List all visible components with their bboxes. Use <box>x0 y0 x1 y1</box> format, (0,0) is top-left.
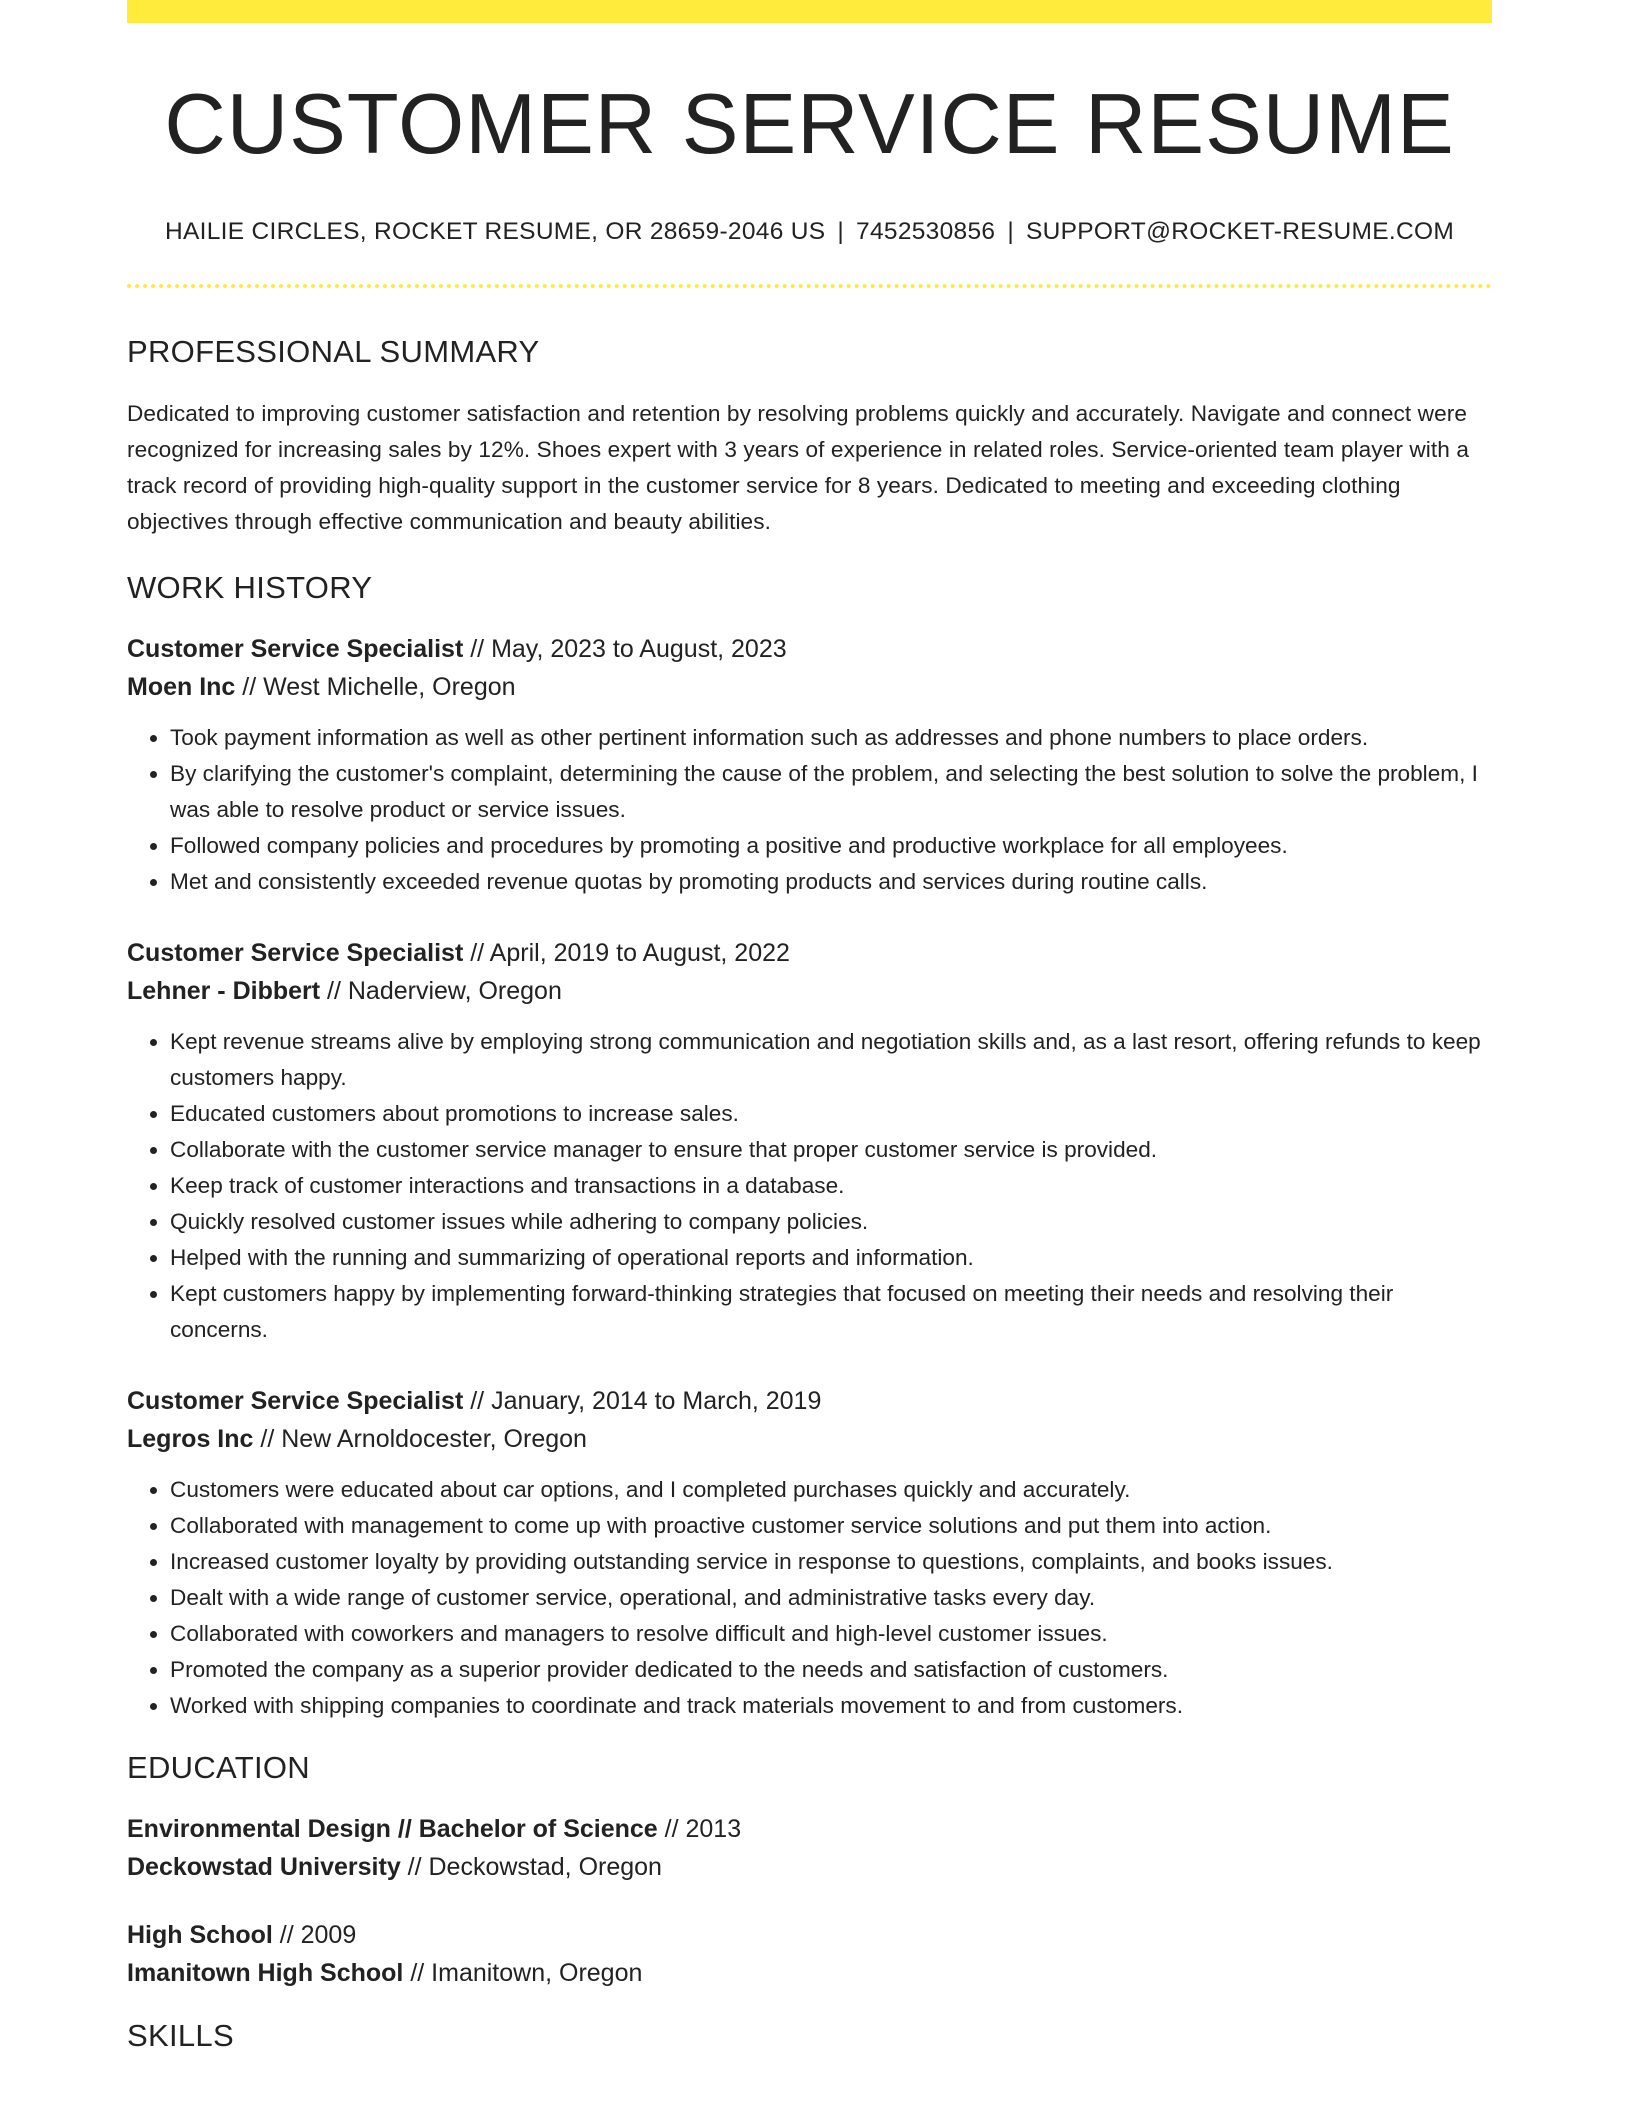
education-degree-line <box>127 1916 1492 1954</box>
job-bullet: • Worked with shipping companies to coordinate and track materials movement to and from customers. <box>170 1688 1492 1724</box>
job-bullets <box>127 1024 1492 1348</box>
summary-heading: PROFESSIONAL SUMMARY <box>127 333 540 369</box>
education-year: // 2009 <box>272 1920 357 1949</box>
job-location: // New Arnoldocester, Oregon <box>253 1424 587 1453</box>
education-location: // Deckowstad, Oregon <box>400 1852 662 1881</box>
job-location: // Naderview, Oregon <box>320 976 562 1005</box>
job-entry <box>127 630 1492 900</box>
job-title: Customer Service Specialist <box>127 1386 464 1415</box>
job-company-line <box>127 1420 1492 1458</box>
job-location: // West Michelle, Oregon <box>235 672 516 701</box>
education-degree-line <box>127 1810 1492 1848</box>
education-degree: Environmental Design // Bachelor of Science <box>127 1814 658 1843</box>
job-bullet: • Met and consistently exceeded revenue quotas by promoting products and services during routine calls. <box>170 864 1492 900</box>
education-school-line <box>127 1848 1492 1886</box>
job-bullet: • Collaborated with coworkers and managers to resolve difficult and high-level customer issues. <box>170 1616 1492 1652</box>
job-bullet: • Educated customers about promotions to increase sales. <box>170 1096 1492 1132</box>
job-dates: // January, 2014 to March, 2019 <box>463 1386 822 1415</box>
job-dates: // May, 2023 to August, 2023 <box>463 634 787 663</box>
job-company: Legros Inc <box>127 1424 254 1453</box>
job-bullet: • Quickly resolved customer issues while adhering to company policies. <box>170 1204 1492 1240</box>
job-bullet: • Dealt with a wide range of customer service, operational, and administrative tasks every day. <box>170 1580 1492 1616</box>
job-bullet: • Took payment information as well as other pertinent information such as addresses and phone numbers to place orders. <box>170 720 1492 756</box>
job-bullet: • Helped with the running and summarizing of operational reports and information. <box>170 1240 1492 1276</box>
job-bullet: • By clarifying the customer's complaint, determining the cause of the problem, and selecting the best solution to solve the problem, I was able to resolve product or service issues. <box>170 756 1492 828</box>
job-company-line <box>127 972 1492 1010</box>
job-bullet: • Keep track of customer interactions and transactions in a database. <box>170 1168 1492 1204</box>
job-entry <box>127 934 1492 1348</box>
job-bullets <box>127 1472 1492 1724</box>
job-bullet: • Kept revenue streams alive by employing strong communication and negotiation skills and, as a last resort, offering refunds to keep customers happy. <box>170 1024 1492 1096</box>
contact-separator: | <box>837 217 845 245</box>
education-year: // 2013 <box>657 1814 742 1843</box>
education-school: Imanitown High School <box>127 1958 404 1987</box>
job-company: Lehner - Dibbert <box>127 976 321 1005</box>
education-entry <box>127 1810 1492 1886</box>
contact-email: SUPPORT@ROCKET-RESUME.COM <box>1025 217 1455 245</box>
job-bullet: • Kept customers happy by implementing forward-thinking strategies that focused on meeting their needs and resolving their concerns. <box>170 1276 1492 1348</box>
education-school: Deckowstad University <box>127 1852 401 1881</box>
contact-phone: 7452530856 <box>856 217 996 245</box>
job-entry <box>127 1382 1492 1724</box>
contact-separator: | <box>1007 217 1014 245</box>
job-title: Customer Service Specialist <box>127 938 464 967</box>
education-school-line <box>127 1954 1492 1992</box>
job-company-line <box>127 668 1492 706</box>
job-bullet: • Promoted the company as a superior provider dedicated to the needs and satisfaction of customers. <box>170 1652 1492 1688</box>
job-bullet: • Collaborated with management to come up with proactive customer service solutions and put them into action. <box>170 1508 1492 1544</box>
resume-content <box>127 0 1492 2054</box>
summary-text: Dedicated to improving customer satisfaction and retention by resolving problems quickly and accurately. Navigate and connect were recognized for increasing sales by 12%. Shoes expert with 3 years of experience in related roles. Service-oriented team player with a track record of providing high-quality support in the customer service for 8 years. Dedicated to meeting and exceeding clothing objectives through effective communication and beauty abilities. <box>127 400 1469 534</box>
job-bullet: • Followed company policies and procedures by promoting a positive and productive workplace for all employees. <box>170 828 1492 864</box>
resume-title: CUSTOMER SERVICE RESUME <box>164 77 1455 172</box>
job-bullet: • Collaborate with the customer service manager to ensure that proper customer service is provided. <box>170 1132 1492 1168</box>
job-title-line <box>127 934 1492 972</box>
contact-address: HAILIE CIRCLES, ROCKET RESUME, OR 28659-2046 US <box>164 217 826 245</box>
job-bullet: • Customers were educated about car options, and I completed purchases quickly and accurately. <box>170 1472 1492 1508</box>
job-bullet: • Increased customer loyalty by providing outstanding service in response to questions, complaints, and books issues. <box>170 1544 1492 1580</box>
job-title: Customer Service Specialist <box>127 634 464 663</box>
education-location: // Imanitown, Oregon <box>403 1958 643 1987</box>
education-degree: High School <box>127 1920 273 1949</box>
contact-line <box>127 218 1492 246</box>
education-heading: EDUCATION <box>127 1749 310 1785</box>
job-title-line <box>127 630 1492 668</box>
job-company: Moen Inc <box>127 672 236 701</box>
work-history-heading: WORK HISTORY <box>127 569 373 605</box>
skills-heading: SKILLS <box>127 2017 234 2053</box>
education-entry <box>127 1916 1492 1992</box>
job-dates: // April, 2019 to August, 2022 <box>463 938 790 967</box>
dotted-divider <box>127 284 1492 288</box>
job-bullets <box>127 720 1492 900</box>
job-title-line <box>127 1382 1492 1420</box>
